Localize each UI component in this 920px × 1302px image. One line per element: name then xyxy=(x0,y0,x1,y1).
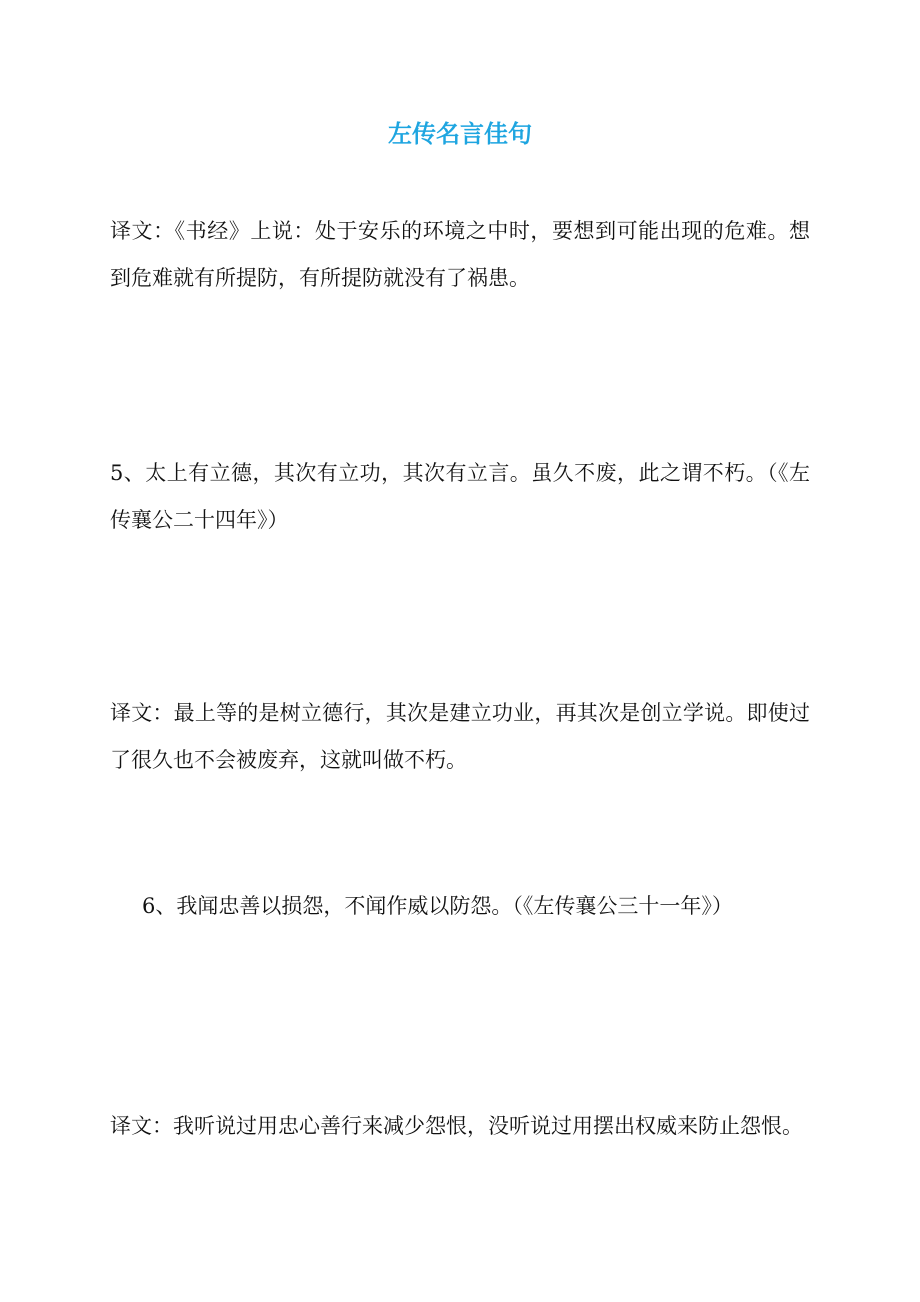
paragraph-translation-1: 译文：《书经》上说：处于安乐的环境之中时，要想到可能出现的危难。想到危难就有所提防，有所提防就没有了祸患。 xyxy=(110,219,810,290)
paragraph-translation-6: 译文：我听说过用忠心善行来减少怨恨，没听说过用摆出权威来防止怨恨。 xyxy=(110,1114,803,1138)
paragraph-quote-6: 6、我闻忠善以损怨，不闻作威以防怨。（《左传襄公三十一年》） xyxy=(142,894,733,918)
paragraph-quote-5: 5、太上有立德，其次有立功，其次有立言。虽久不废，此之谓不朽。（《左传襄公二十四年》） xyxy=(110,461,810,532)
document-title: 左传名言佳句 xyxy=(388,120,532,148)
paragraph-translation-5: 译文：最上等的是树立德行，其次是建立功业，再其次是创立学说。即使过了很久也不会被废弃，这就叫做不朽。 xyxy=(110,701,810,772)
